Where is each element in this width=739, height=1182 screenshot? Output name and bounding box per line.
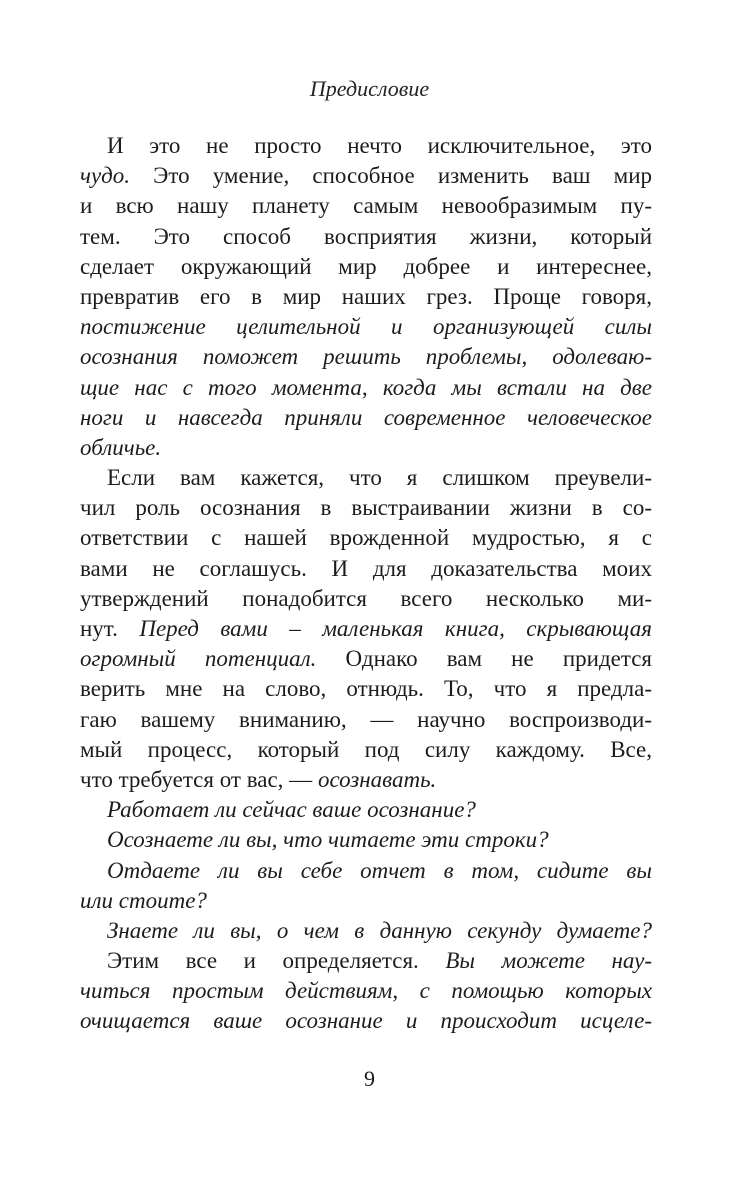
text-segment: чил роль осознания в выстраивании жизни в со- bbox=[80, 495, 652, 521]
text-line bbox=[80, 403, 652, 433]
text-line bbox=[80, 644, 652, 674]
text-line bbox=[80, 252, 652, 282]
text-segment: гаю вашему вниманию, — научно воспроизводи- bbox=[80, 706, 652, 732]
text-segment: нут. bbox=[80, 616, 140, 641]
text-line bbox=[80, 735, 652, 765]
text-segment: сделает окружающий мир добрее и интереснее, bbox=[80, 253, 652, 279]
text-line bbox=[80, 856, 652, 886]
text-line bbox=[80, 1006, 652, 1036]
text-segment: и всю нашу планету самым невообразимым пу- bbox=[80, 193, 652, 219]
text-segment: вами не соглашусь. И для доказательства моих bbox=[80, 555, 652, 581]
text-segment: мый процесс, который под силу каждому. Все, bbox=[80, 736, 652, 762]
text-segment: Это умение, способное изменить ваш мир bbox=[130, 163, 652, 189]
text-segment: ответствии с нашей врожденной мудростью, я с bbox=[80, 525, 652, 551]
text-segment: Этим все и определяется. bbox=[107, 948, 446, 974]
text-line bbox=[80, 976, 652, 1006]
italic-text-segment: ноги и навсегда приняли современное человеческое bbox=[80, 404, 652, 430]
text-segment: И это не просто нечто исключительное, это bbox=[107, 133, 652, 158]
text-segment: превратив его в мир наших грез. Проще говоря, bbox=[80, 283, 652, 309]
text-line bbox=[80, 131, 652, 161]
italic-text-segment: Осознаете ли вы, что читаете эти строки? bbox=[107, 827, 549, 853]
text-block bbox=[80, 131, 652, 1037]
italic-text-segment: чудо. bbox=[80, 163, 130, 189]
italic-text-segment: осознавать. bbox=[317, 766, 437, 792]
text-line bbox=[80, 282, 652, 312]
text-line bbox=[80, 433, 652, 463]
text-line bbox=[80, 584, 652, 614]
text-line bbox=[80, 312, 652, 342]
text-segment: верить мне на слово, отнюдь. То, что я предла- bbox=[80, 676, 652, 702]
text-segment: Однако вам не придется bbox=[316, 646, 652, 672]
text-segment: что требуется от вас, — bbox=[80, 766, 318, 792]
text-line bbox=[80, 554, 652, 584]
text-line bbox=[80, 886, 652, 916]
text-line bbox=[80, 373, 652, 403]
text-line bbox=[80, 191, 652, 221]
italic-text-segment: щие нас с того момента, когда мы встали на две bbox=[80, 374, 652, 400]
text-line bbox=[80, 342, 652, 372]
text-line bbox=[80, 916, 652, 946]
italic-text-segment: Отдаете ли вы себе отчет в том, сидите вы bbox=[107, 857, 652, 883]
chapter-header: Предисловие bbox=[309, 76, 430, 101]
italic-text-segment: Вы можете нау- bbox=[445, 948, 652, 974]
text-segment: тем. Это способ восприятия жизни, который bbox=[80, 223, 652, 249]
text-segment: утверждений понадобится всего несколько ми- bbox=[80, 585, 652, 611]
text-line bbox=[80, 765, 652, 795]
text-line bbox=[80, 161, 652, 191]
text-line bbox=[80, 614, 652, 644]
text-line bbox=[80, 523, 652, 553]
italic-text-segment: обличье. bbox=[80, 434, 162, 460]
page-number: 9 bbox=[364, 1066, 375, 1091]
italic-text-segment: Работает ли сейчас ваше осознание? bbox=[107, 797, 476, 823]
text-line bbox=[80, 222, 652, 252]
text-line bbox=[80, 795, 652, 825]
text-line bbox=[80, 946, 652, 976]
text-line bbox=[80, 463, 652, 493]
italic-text-segment: постижение целительной и организующей силы bbox=[80, 314, 652, 340]
text-segment: Если вам кажется, что я слишком преувели- bbox=[107, 465, 652, 491]
italic-text-segment: или стоите? bbox=[80, 887, 207, 913]
italic-text-segment: Перед вами – маленькая книга, скрывающая bbox=[139, 616, 652, 641]
italic-text-segment: очищается ваше осознание и происходит исцеле- bbox=[80, 1008, 652, 1034]
text-line bbox=[80, 825, 652, 855]
text-line bbox=[80, 705, 652, 735]
text-line bbox=[80, 674, 652, 704]
italic-text-segment: читься простым действиям, с помощью которых bbox=[80, 978, 652, 1004]
text-line bbox=[80, 493, 652, 523]
italic-text-segment: огромный потенциал. bbox=[80, 646, 317, 672]
italic-text-segment: Знаете ли вы, о чем в данную секунду думаете? bbox=[107, 917, 652, 943]
italic-text-segment: осознания поможет решить проблемы, одолеваю- bbox=[80, 344, 652, 370]
